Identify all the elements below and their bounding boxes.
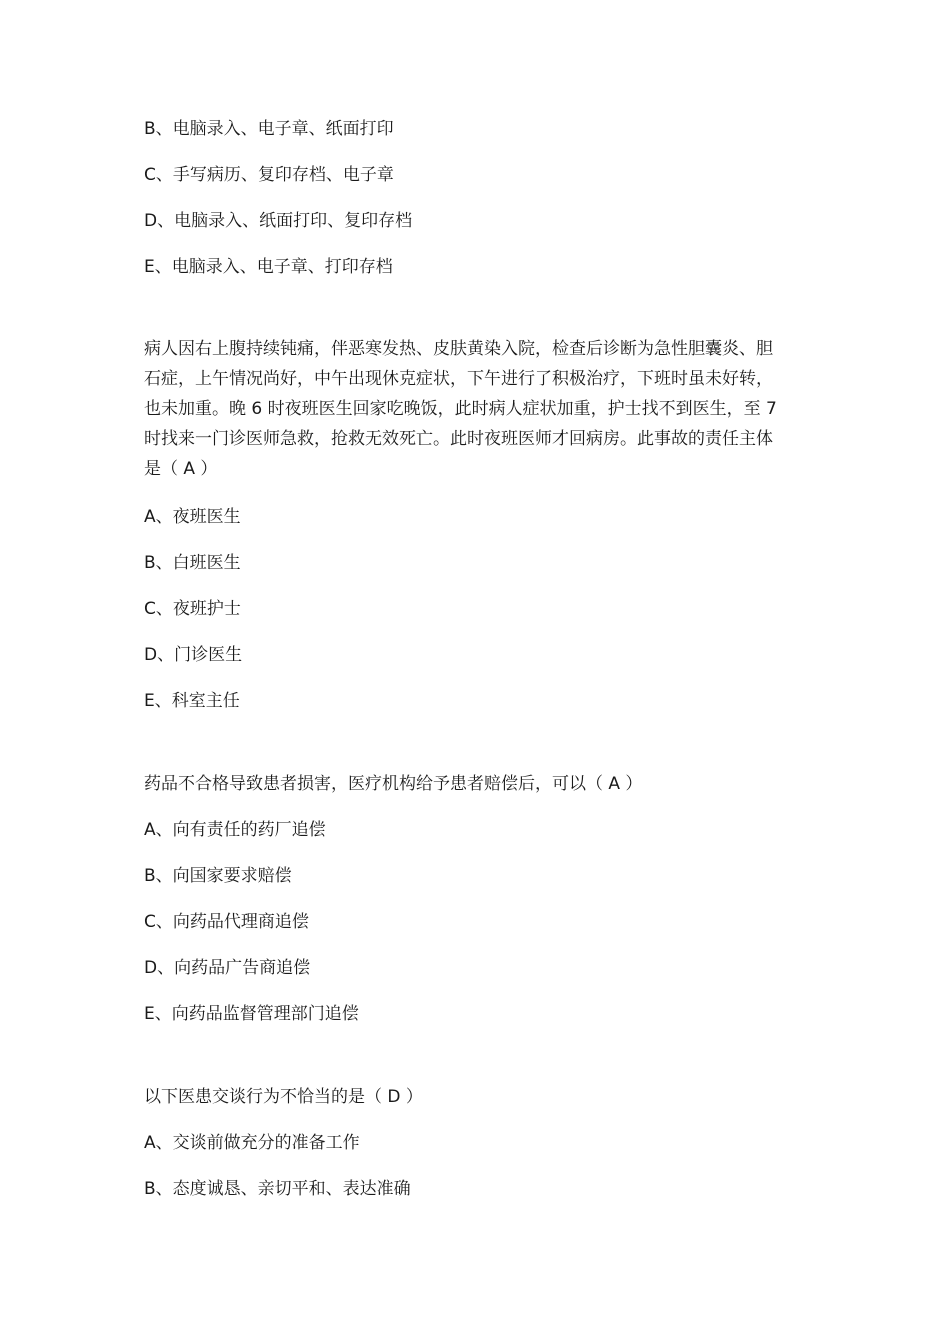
option-a: A、向有责任的药厂追偿 xyxy=(144,820,326,840)
option-c: C、手写病历、复印存档、电子章 xyxy=(144,165,394,185)
question-stem-line: 也未加重。晚 6 时夜班医生回家吃晚饭，此时病人症状加重，护士找不到医生，至 7 xyxy=(144,399,777,419)
option-e: E、电脑录入、电子章、打印存档 xyxy=(144,257,393,277)
option-e: E、科室主任 xyxy=(144,691,240,711)
option-b: B、向国家要求赔偿 xyxy=(144,866,292,886)
option-d: D、电脑录入、纸面打印、复印存档 xyxy=(144,211,413,231)
question-stem-line: 石症，上午情况尚好，中午出现休克症状，下午进行了积极治疗，下班时虽未好转， xyxy=(144,369,773,389)
option-b: B、白班医生 xyxy=(144,553,241,573)
question-stem-line: 病人因右上腹持续钝痛，伴恶寒发热、皮肤黄染入院，检查后诊断为急性胆囊炎、胆 xyxy=(144,339,773,359)
option-b: B、态度诚恳、亲切平和、表达准确 xyxy=(144,1179,411,1199)
option-e: E、向药品监督管理部门追偿 xyxy=(144,1004,359,1024)
option-d: D、门诊医生 xyxy=(144,645,243,665)
option-c: C、向药品代理商追偿 xyxy=(144,912,309,932)
question-stem-line: 时找来一门诊医师急救，抢救无效死亡。此时夜班医师才回病房。此事故的责任主体 xyxy=(144,429,773,449)
question-stem: 药品不合格导致患者损害，医疗机构给予患者赔偿后，可以（ A ） xyxy=(144,774,643,794)
option-b: B、电脑录入、电子章、纸面打印 xyxy=(144,119,394,139)
question-stem-line: 是（ A ） xyxy=(144,459,218,479)
option-a: A、交谈前做充分的准备工作 xyxy=(144,1133,360,1153)
question-stem: 以下医患交谈行为不恰当的是（ D ） xyxy=(144,1087,423,1107)
option-a: A、夜班医生 xyxy=(144,507,241,527)
option-d: D、向药品广告商追偿 xyxy=(144,958,311,978)
option-c: C、夜班护士 xyxy=(144,599,241,619)
